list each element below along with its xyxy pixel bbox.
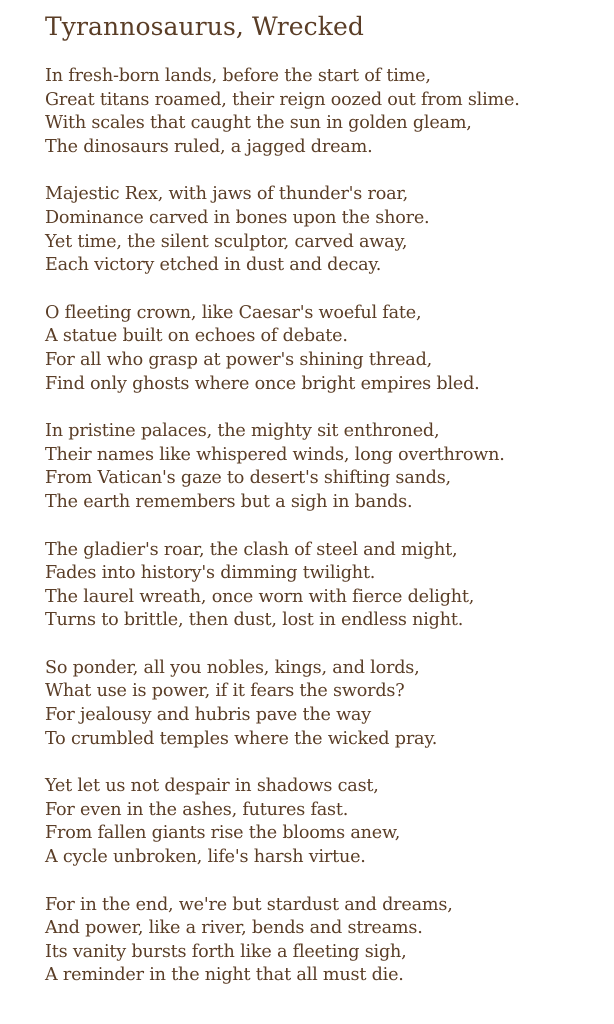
poem-body <box>45 65 614 988</box>
stanza-2 <box>45 183 614 277</box>
poem-title: Tyrannosaurus, Wrecked <box>45 12 364 41</box>
poem-line: With scales that caught the sun in golden gleam, <box>45 113 472 134</box>
poem-line: For even in the ashes, futures fast. <box>45 799 349 820</box>
poem-line: From fallen giants rise the blooms anew, <box>45 823 401 844</box>
poem-line: O fleeting crown, like Caesar's woeful fate, <box>45 302 422 323</box>
poem-line: To crumbled temples where the wicked pray. <box>45 728 438 749</box>
poem-line: Majestic Rex, with jaws of thunder's roar, <box>45 184 409 205</box>
poem-line: In fresh-born lands, before the start of time, <box>45 66 431 86</box>
poem-line: The laurel wreath, once worn with fierce delight, <box>45 586 475 607</box>
poem-line: Dominance carved in bones upon the shore. <box>45 207 430 228</box>
poem-line: Their names like whispered winds, long overthrown. <box>45 444 505 465</box>
stanza-8 <box>45 894 614 988</box>
poem-line: Its vanity bursts forth like a fleeting sigh, <box>45 941 407 962</box>
poem-line: Each victory etched in dust and decay. <box>45 255 382 276</box>
stanza-6 <box>45 657 614 751</box>
poem-line: In pristine palaces, the mighty sit enthroned, <box>45 421 440 442</box>
poem-line: For all who grasp at power's shining thread, <box>45 349 433 370</box>
poem-line: The earth remembers but a sigh in bands. <box>45 491 413 512</box>
stanza-3 <box>45 302 614 396</box>
poem-line: For jealousy and hubris pave the way <box>45 705 371 726</box>
poem-line: For in the end, we're but stardust and dreams, <box>45 894 453 915</box>
poem-line: Yet let us not despair in shadows cast, <box>45 776 379 797</box>
poem-line: Great titans roamed, their reign oozed out from slime. <box>45 89 520 110</box>
poem-line: What use is power, if it fears the swords? <box>45 681 405 702</box>
poem-line: Yet time, the silent sculptor, carved away, <box>45 231 408 252</box>
stanza-7 <box>45 775 614 869</box>
poem-line: A reminder in the night that all must die. <box>45 965 404 986</box>
poem-line: Turns to brittle, then dust, lost in endless night. <box>45 610 464 631</box>
poem-line: So ponder, all you nobles, kings, and lords, <box>45 657 420 678</box>
poem-line: Find only ghosts where once bright empires bled. <box>45 373 480 394</box>
poem-line: From Vatican's gaze to desert's shifting sands, <box>45 468 451 489</box>
poem-line: The gladier's roar, the clash of steel and might, <box>45 539 458 560</box>
stanza-5 <box>45 539 614 633</box>
poem-line: A statue built on echoes of debate. <box>45 326 348 347</box>
stanza-1 <box>45 65 614 159</box>
poem-line: Fades into history's dimming twilight. <box>45 563 376 584</box>
poem-line: A cycle unbroken, life's harsh virtue. <box>45 847 366 868</box>
stanza-4 <box>45 420 614 514</box>
poem-line: The dinosaurs ruled, a jagged dream. <box>45 136 373 157</box>
poem-line: And power, like a river, bends and streams. <box>45 918 423 939</box>
